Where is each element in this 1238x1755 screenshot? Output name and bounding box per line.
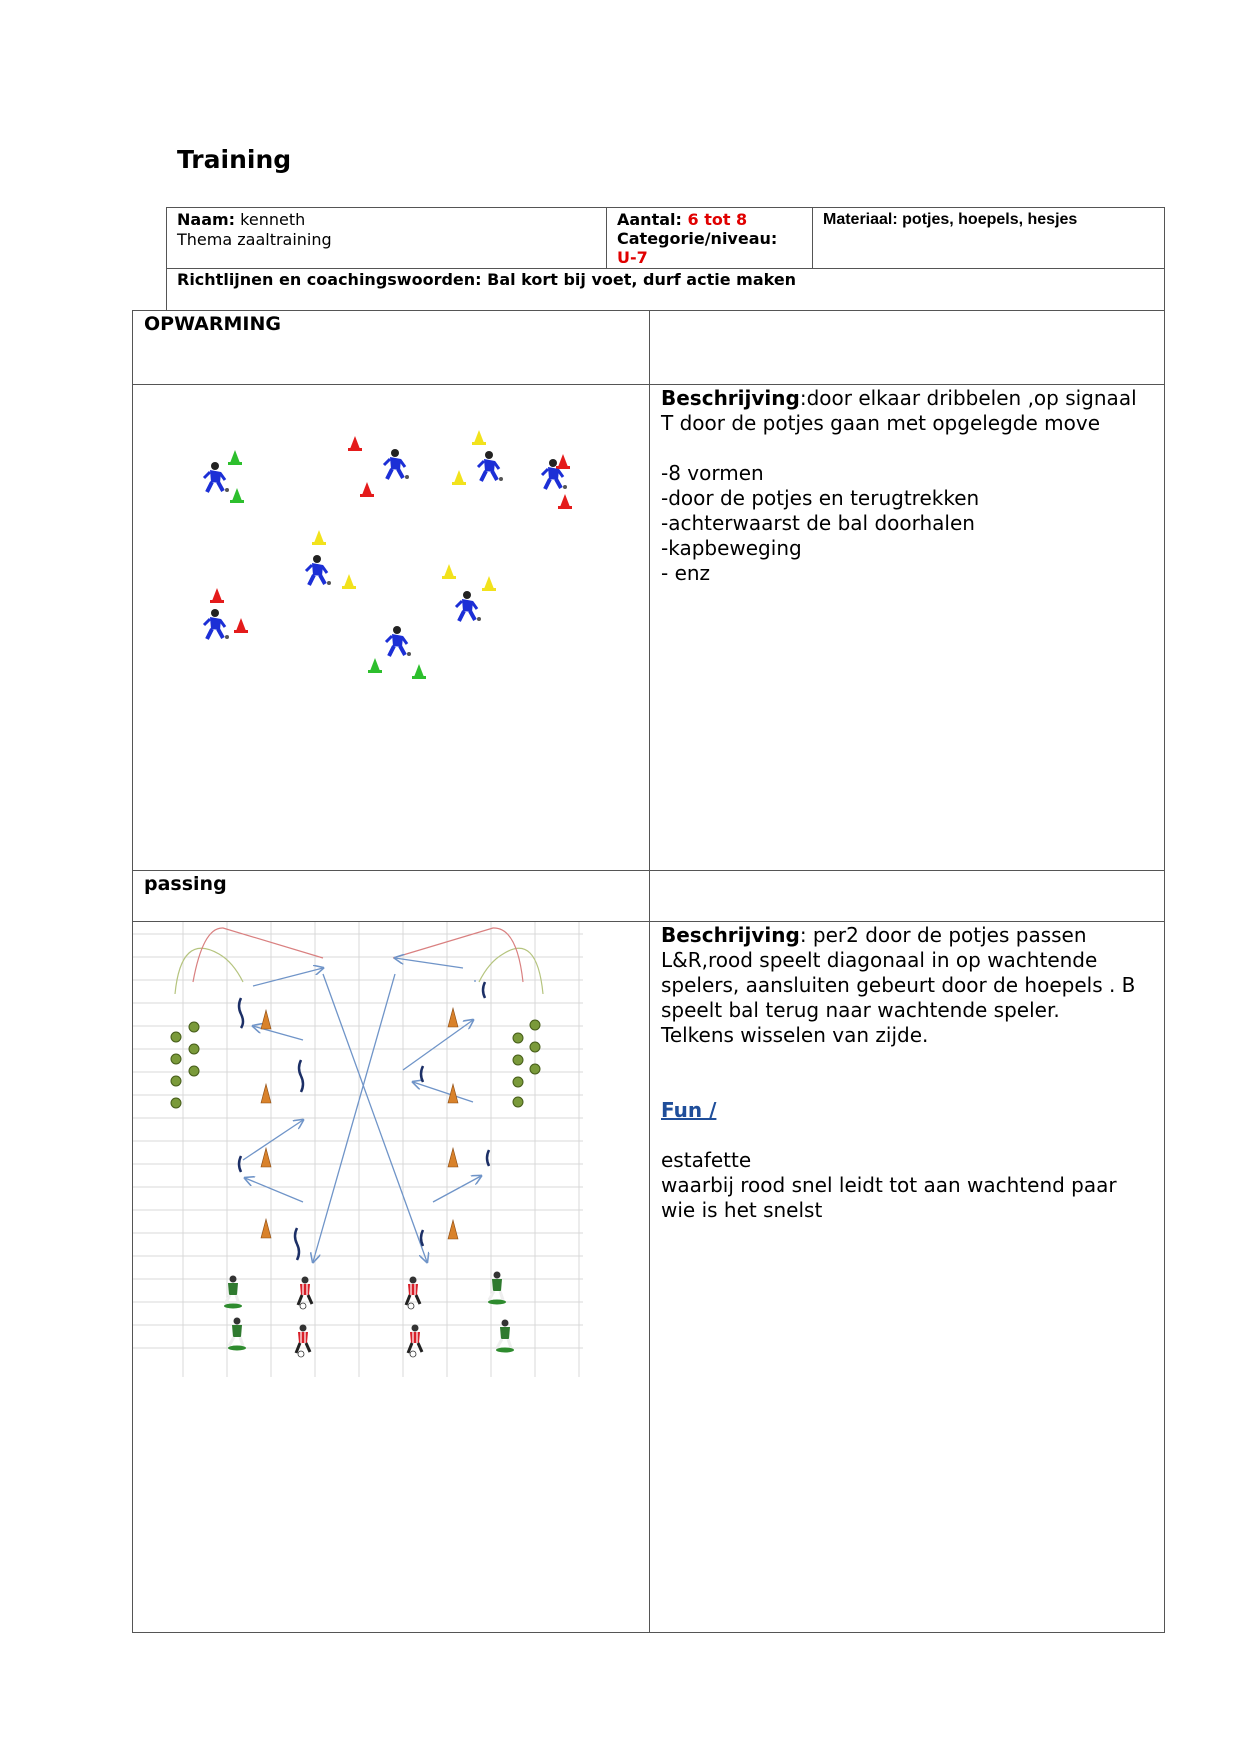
passing-heading: passing	[144, 873, 227, 895]
naam-label: Naam:	[177, 210, 236, 229]
warmup-group-4	[542, 454, 572, 509]
opwarming-desc-cell	[649, 384, 1165, 871]
header-aantal-cell	[606, 207, 813, 269]
header-naam-cell	[166, 207, 607, 269]
opwarming-description: Beschrijving:door elkaar dribbelen ,op signaal T door de potjes gaan met opgelegde move -8 vormen -door de potjes en terugtrekken -achterwaarst de bal doorhalen -kapbeweging - enz	[661, 386, 1137, 585]
categorie-value: U-7	[617, 248, 648, 267]
warmup-diagram	[133, 385, 649, 870]
warmup-group-6	[442, 564, 496, 621]
warmup-group-7	[204, 588, 248, 639]
pass-arrows	[243, 958, 481, 1262]
categorie-label: Categorie/niveau:	[617, 229, 778, 248]
header-richtlijnen-cell	[166, 268, 1165, 311]
warmup-group-3	[452, 430, 503, 485]
warmup-group-8	[368, 626, 426, 679]
passing-desc-cell	[649, 921, 1165, 1633]
passing-diagram	[133, 922, 649, 1632]
thema-text: Thema zaaltraining	[177, 230, 332, 249]
opwarming-heading: OPWARMING	[144, 313, 281, 335]
warmup-group-5	[306, 530, 356, 589]
passing-description: Beschrijving: per2 door de potjes passen L&R,rood speelt diagonaal in op wachtende spelers, aansluiten gebeurt door de hoepels . B speelt bal terug naar wachtende speler. Telkens wisselen van zijde. Fun / estafette waarbij rood snel leidt tot aan wachtend paar wie is het snelst	[661, 923, 1136, 1222]
passing-head-left	[132, 870, 650, 922]
opwarming-head-right	[649, 310, 1165, 385]
materiaal-text: Materiaal: potjes, hoepels, hesjes	[823, 211, 1078, 228]
richtlijnen-text: Richtlijnen en coachingswoorden: Bal kort bij voet, durf actie maken	[177, 270, 797, 289]
grid	[133, 922, 583, 1377]
naam-value: kenneth	[240, 210, 306, 229]
fun-link[interactable]: Fun /	[661, 1098, 717, 1122]
header-materiaal-cell	[812, 207, 1165, 269]
page-title: Training	[177, 145, 292, 174]
players	[224, 1272, 514, 1358]
aantal-label: Aantal:	[617, 210, 682, 229]
aantal-value: 6 tot 8	[687, 210, 748, 229]
warmup-group-2	[348, 436, 409, 497]
passing-head-right	[649, 870, 1165, 922]
warmup-group-1	[204, 450, 244, 503]
opwarming-head-left	[132, 310, 650, 385]
desc-label: Beschrijving	[661, 386, 800, 410]
